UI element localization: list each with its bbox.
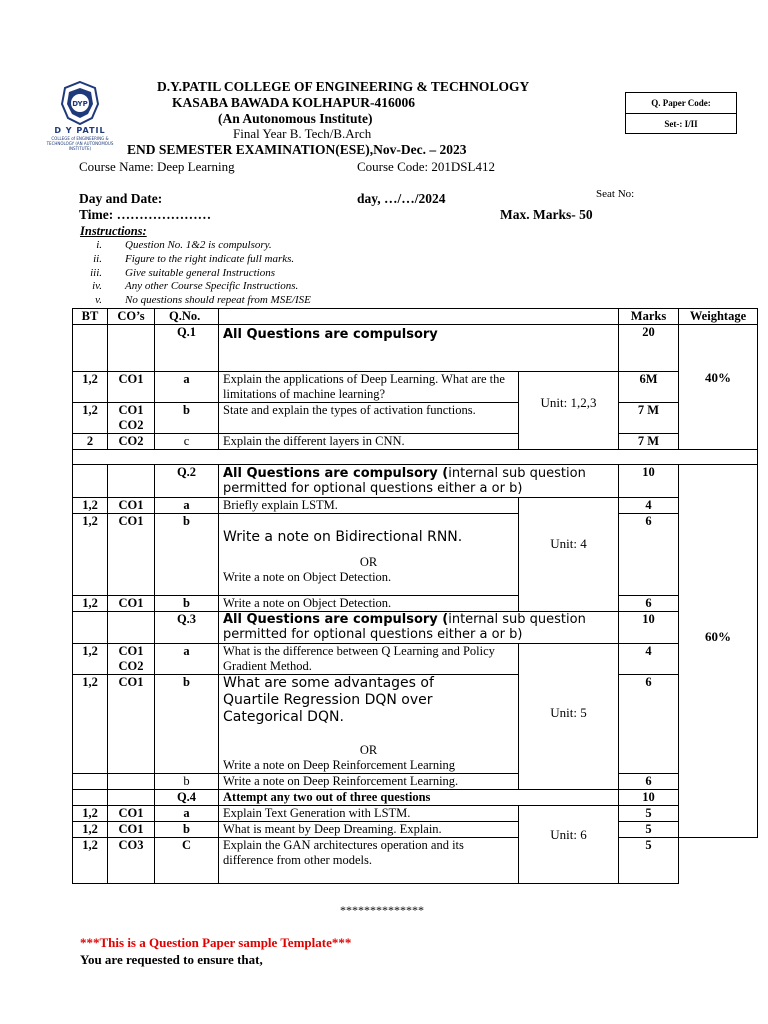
instructions xyxy=(80,224,311,308)
q3-marks: 10 xyxy=(619,612,679,644)
table-row: 1,2 CO1 b Write a note on Bidirectional RNN. OR Write a note on Object Detection. 6 xyxy=(73,514,758,596)
course-name: Course Name: Deep Learning xyxy=(79,159,235,174)
college-name: D.Y.PATIL COLLEGE OF ENGINEERING & TECHNOLOGY xyxy=(157,79,530,94)
paper-code-box xyxy=(625,92,737,134)
question-text: Explain Text Generation with LSTM. xyxy=(219,806,519,822)
table-row: 1,2 CO1 a Explain Text Generation with LSTM. Unit: 6 5 xyxy=(73,806,758,822)
header-qno: Q.No. xyxy=(155,309,219,325)
instruction-item: iv. Any other Course Specific Instructions. xyxy=(92,280,299,293)
q2-number: Q.2 xyxy=(155,465,219,498)
request-note: You are requested to ensure that, xyxy=(80,952,263,967)
question-text: State and explain the types of activation functions. xyxy=(219,403,519,434)
question-text: Explain the applications of Deep Learning. What are the limitations of machine learning? xyxy=(219,372,519,403)
exam-title: END SEMESTER EXAMINATION(ESE),Nov-Dec. – 2023 xyxy=(127,142,467,157)
table-row xyxy=(73,465,758,498)
weightage-40: 40% xyxy=(679,325,758,450)
logo-name: D Y PATIL xyxy=(54,126,106,135)
college-logo xyxy=(40,80,120,155)
instruction-item: ii. Figure to the right indicate full marks. xyxy=(93,252,295,265)
question-text: What are some advantages of Quartile Regression DQN over Categorical DQN. OR Write a note on Deep Reinforcement Learning xyxy=(219,675,519,774)
q4-number: Q.4 xyxy=(155,790,219,806)
table-row: 2 CO2 c Explain the different layers in CNN. 7 M xyxy=(73,434,758,450)
header-bt: BT xyxy=(73,309,108,325)
paper-code-label: Q. Paper Code: xyxy=(626,93,736,114)
question-text: Write a note on Object Detection. xyxy=(219,596,519,612)
college-address: KASABA BAWADA KOLHAPUR-416006 xyxy=(172,95,416,110)
q4-marks: 10 xyxy=(619,790,679,806)
q4-unit: Unit: 6 xyxy=(519,806,619,884)
header-co: CO’s xyxy=(108,309,155,325)
q2-unit: Unit: 4 xyxy=(519,498,619,612)
question-text: What is meant by Deep Dreaming. Explain. xyxy=(219,822,519,838)
q1-unit: Unit: 1,2,3 xyxy=(519,372,619,450)
footer-stars: ************** xyxy=(340,903,424,917)
table-row: b Write a note on Deep Reinforcement Learning. 6 xyxy=(73,774,758,790)
table-row: 1,2 CO1 a Explain the applications of Deep Learning. What are the limitations of machine learning? Unit: 1,2,3 6M xyxy=(73,372,758,403)
day-date-label: Day and Date: xyxy=(79,191,163,206)
year-label: Final Year B. Tech/B.Arch xyxy=(233,126,372,141)
instructions-title: Instructions: xyxy=(80,224,147,238)
table-row: 1,2 CO3 C Explain the GAN architectures operation and its difference from other models. 5 xyxy=(73,838,758,884)
q2-marks: 10 xyxy=(619,465,679,498)
q1-title: All Questions are compulsory xyxy=(219,325,619,372)
question-table xyxy=(72,308,758,884)
question-text: Write a note on Bidirectional RNN. OR Write a note on Object Detection. xyxy=(219,514,519,596)
instruction-item: i. Question No. 1&2 is compulsory. xyxy=(96,239,272,251)
instruction-item: v. No questions should repeat from MSE/ISE xyxy=(95,294,311,307)
autonomous-label: (An Autonomous Institute) xyxy=(218,111,373,126)
question-text: Explain the different layers in CNN. xyxy=(219,434,519,450)
table-row xyxy=(73,325,758,372)
q1-number: Q.1 xyxy=(155,325,219,372)
question-text: Explain the GAN architectures operation and its difference from other models. xyxy=(219,838,519,884)
header-weightage: Weightage xyxy=(679,309,758,325)
q2-title: All Questions are compulsory (internal sub question permitted for optional questions either a or b) xyxy=(219,465,619,498)
table-row xyxy=(73,612,758,644)
q1-marks: 20 xyxy=(619,325,679,372)
spacer-row xyxy=(73,450,758,465)
max-marks-label: Max. Marks- 50 xyxy=(500,207,593,222)
table-row: 1,2 CO1 a Briefly explain LSTM. Unit: 4 4 xyxy=(73,498,758,514)
table-row: 1,2 CO1 b Write a note on Object Detection. 6 xyxy=(73,596,758,612)
template-note: ***This is a Question Paper sample Template*** xyxy=(80,935,352,950)
q3-unit: Unit: 5 xyxy=(519,644,619,790)
table-row: 1,2 CO1 CO2 b State and explain the types of activation functions. 7 M xyxy=(73,403,758,434)
question-text: Briefly explain LSTM. xyxy=(219,498,519,514)
svg-text:DYP: DYP xyxy=(72,100,88,108)
q3-number: Q.3 xyxy=(155,612,219,644)
table-header-row xyxy=(73,309,758,325)
seat-no-label: Seat No: xyxy=(596,188,635,200)
question-text: Write a note on Deep Reinforcement Learning. xyxy=(219,774,519,790)
time-label: Time: ………………… xyxy=(79,207,212,222)
table-row: 1,2 CO1 b What are some advantages of Quartile Regression DQN over Categorical DQN. OR Write a note on Deep Reinforcement Learning 6 xyxy=(73,675,758,774)
table-row xyxy=(73,790,758,806)
set-label: Set-: I/II xyxy=(664,119,698,129)
day-date-value: day, …/…/2024 xyxy=(357,191,446,206)
instruction-item: iii. Give suitable general Instructions xyxy=(90,266,276,279)
q3-title: All Questions are compulsory (internal sub question permitted for optional questions either a or b) xyxy=(219,612,619,644)
logo-subtitle: COLLEGE of ENGINEERING & TECHNOLOGY (AN AUTONOMOUS INSTITUTE) xyxy=(46,136,114,151)
q4-title: Attempt any two out of three questions xyxy=(219,790,619,806)
course-code: Course Code: 201DSL412 xyxy=(357,159,495,174)
header-marks: Marks xyxy=(619,309,679,325)
table-row: 1,2 CO1 CO2 a What is the difference between Q Learning and Policy Gradient Method. Unit: 5 4 xyxy=(73,644,758,675)
table-row: 1,2 CO1 b What is meant by Deep Dreaming. Explain. 5 xyxy=(73,822,758,838)
question-text: What is the difference between Q Learning and Policy Gradient Method. xyxy=(219,644,519,675)
weightage-60: 60% xyxy=(679,465,758,838)
